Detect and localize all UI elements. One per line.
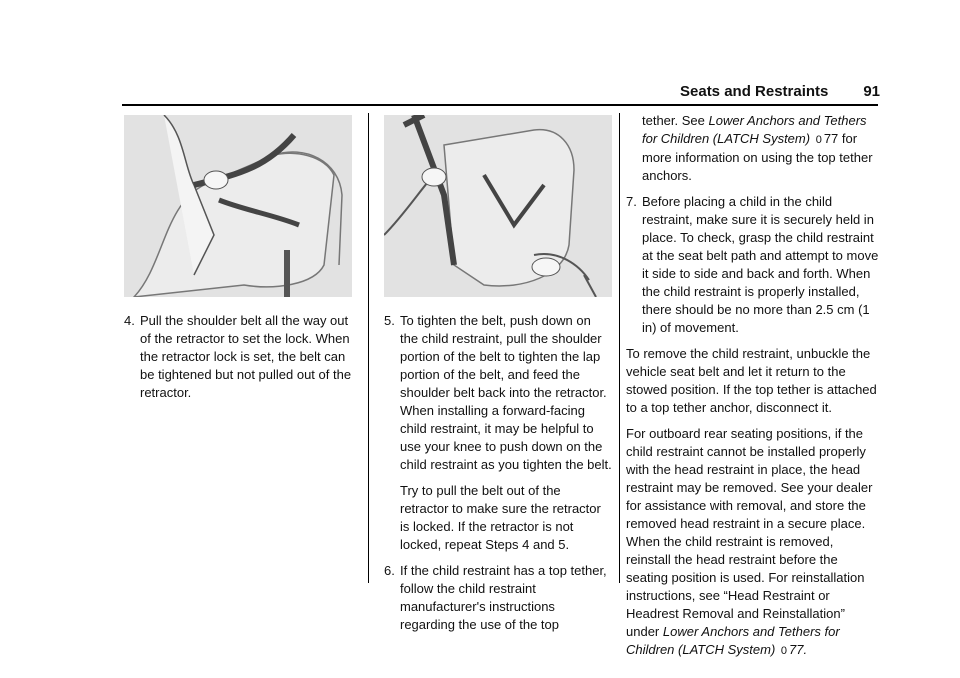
child-seat-tighten-drawing [384, 115, 612, 297]
step-7-text: Before placing a child in the child restraint, make sure it is securely held in place. To check, grasp the child restraint at the seat belt path and attempt to move it side to side and back and forth. When the child restraint is properly installed, there should be no more than 2.5 cm (1 in) of movement. [642, 194, 879, 335]
page-reference-icon-2: 0 [780, 645, 788, 657]
step-6-number: 6. [384, 563, 395, 578]
latch-reference-page[interactable]: 77 [823, 131, 839, 146]
page-reference-icon: 0 [815, 134, 822, 146]
page-header [0, 0, 960, 104]
step-6-continuation [626, 112, 880, 185]
latch-reference-page-2[interactable]: 77. [789, 642, 808, 657]
step-5-text: To tighten the belt, push down on the child restraint, pull the shoulder portion of the belt to tighten the lap portion of the belt, and feed the shoulder belt back into the retractor. When installing a forward-facing child restraint, it may be helpful to use your knee to push down on the child restraint as you tighten the belt. [400, 313, 612, 472]
page-number: 91 [863, 83, 880, 100]
continuation-suffix: for more information on using the top tether anchors. [642, 131, 873, 183]
step-5 [384, 312, 612, 554]
right-column-text [626, 112, 880, 668]
column-divider-2 [619, 113, 620, 583]
child-restraint-figure [384, 115, 612, 297]
latch-reference-link-2[interactable]: Lower Anchors and Tethers for Children (LATCH System) [626, 624, 840, 657]
head-restraint-paragraph [626, 425, 880, 660]
step-4 [124, 312, 356, 402]
section-title: Seats and Restraints [680, 83, 829, 100]
step-6 [384, 562, 612, 634]
continuation-prefix: tether. See [642, 113, 709, 128]
head-restraint-text: For outboard rear seating positions, if the child restraint cannot be installed properly with the head restraint in place, the head restraint may be removed. See your dealer for assistance with removal, and store the removed head restraint in a secure place. When the child restraint is removed, reinstall the head restraint before the seating position is used. For reinstallation instructions, see “Head Restraint or Headrest Removal and Reinstallation” under [626, 426, 873, 639]
step-4-number: 4. [124, 313, 135, 328]
header-rule [122, 104, 878, 106]
latch-reference-link[interactable]: Lower Anchors and Tethers for Children (LATCH System) [642, 113, 867, 146]
shoulder-belt-figure [124, 115, 352, 297]
remove-restraint-paragraph: To remove the child restraint, unbuckle the vehicle seat belt and let it return to the stowed position. If the top tether is attached to a top tether anchor, disconnect it. [626, 346, 877, 415]
column-divider-1 [368, 113, 369, 583]
left-column-text [124, 312, 356, 410]
step-4-text: Pull the shoulder belt all the way out of the retractor to set the lock. When the retractor lock is set, the belt can be tightened but not pulled out of the retractor. [140, 313, 352, 400]
step-5-number: 5. [384, 313, 395, 328]
step-5-note: Try to pull the belt out of the retractor to make sure the retractor is locked. If the retractor is not locked, repeat Steps 4 and 5. [400, 483, 601, 552]
middle-column-text [384, 312, 612, 642]
step-7-number: 7. [626, 194, 637, 209]
step-7 [626, 193, 880, 337]
seat-belt-pull-drawing [124, 115, 352, 297]
step-6-text: If the child restraint has a top tether, follow the child restraint manufacturer's instructions regarding the use of the top [400, 563, 607, 632]
